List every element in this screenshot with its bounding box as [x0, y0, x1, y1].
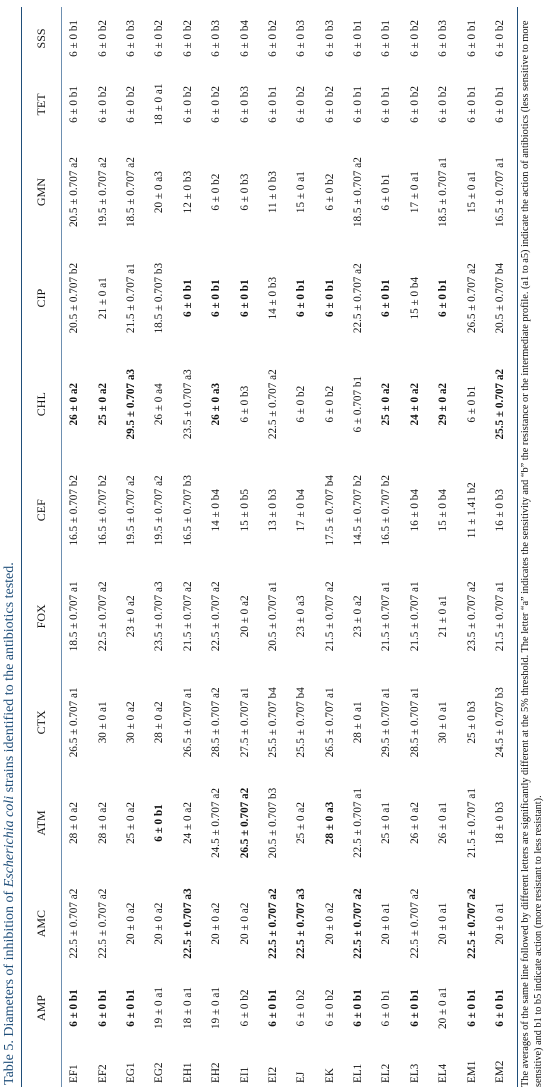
value-cell-cip: 6 ± 0 b1	[323, 279, 336, 317]
value-cell-cip: 20.5 ± 0.707 b2	[68, 262, 81, 334]
value-cell-tet: 6 ± 0 b1	[465, 86, 478, 123]
value-cell-tet: 6 ± 0 b2	[181, 86, 194, 123]
table-caption	[2, 562, 18, 1085]
strain-cell: EM1	[465, 1060, 478, 1083]
value-cell-gmn: 11 ± 0 b3	[266, 171, 279, 214]
strain-cell: EL1	[352, 1063, 365, 1083]
value-cell-fox: 20.5 ± 0.707 a1	[266, 581, 279, 652]
value-cell-cef: 16 ± 0 b3	[494, 489, 507, 532]
table-bottom-rule	[517, 7, 518, 1087]
value-cell-gmn: 18.5 ± 0.707 a2	[124, 157, 137, 228]
strain-cell: EL2	[380, 1063, 393, 1083]
value-cell-sss: 6 ± 0 b1	[380, 19, 393, 57]
value-cell-tet: 6 ± 0 b2	[295, 86, 308, 123]
value-cell-gmn: 6 ± 0 b2	[210, 173, 223, 211]
value-cell-gmn: 18.5 ± 0.707 a2	[352, 157, 365, 228]
value-cell-tet: 6 ± 0 b1	[352, 86, 365, 123]
value-cell-chl: 26 ± 0 a4	[153, 383, 166, 426]
value-cell-cef: 19.5 ± 0.707 a2	[124, 475, 137, 546]
table-body	[60, 7, 514, 1087]
value-cell-amp: 6 ± 0 b2	[295, 989, 308, 1027]
value-cell-ctx: 27.5 ± 0.707 a1	[238, 687, 251, 758]
table-row	[259, 7, 287, 1087]
value-cell-cip: 6 ± 0 b1	[380, 279, 393, 317]
inhibition-table	[23, 7, 514, 1087]
header-sss: SSS	[34, 28, 48, 49]
value-cell-cef: 16.5 ± 0.707 b2	[68, 475, 81, 546]
value-cell-chl: 6 ± 0 b1	[465, 385, 478, 423]
header-gmn: GMN	[34, 178, 48, 207]
strain-cell: EG1	[124, 1062, 137, 1083]
value-cell-gmn: 15 ± 0 a1	[465, 171, 478, 214]
value-cell-amp: 18 ± 0 a1	[181, 987, 194, 1029]
value-cell-amc: 22.5 ± 0.707 a2	[68, 888, 81, 959]
value-cell-cef: 11 ± 1.41 b2	[465, 482, 478, 539]
value-cell-sss: 6 ± 0 b1	[465, 19, 478, 57]
value-cell-ctx: 30 ± 0 a1	[96, 701, 109, 744]
value-cell-amp: 6 ± 0 b2	[323, 989, 336, 1027]
value-cell-atm: 26 ± 0 a2	[408, 802, 421, 844]
value-cell-sss: 6 ± 0 b2	[266, 19, 279, 57]
header-ctx: CTX	[34, 710, 48, 735]
header-cip: CIP	[34, 288, 48, 308]
value-cell-gmn: 15 ± 0 a1	[295, 171, 308, 214]
header-amp: AMP	[34, 995, 48, 1022]
value-cell-ctx: 26.5 ± 0.707 a1	[181, 687, 194, 758]
value-cell-ctx: 28.5 ± 0.707 a1	[408, 687, 421, 758]
value-cell-fox: 18.5 ± 0.707 a1	[68, 581, 81, 652]
header-cef: CEF	[34, 499, 48, 522]
value-cell-atm: 6 ± 0 b1	[153, 804, 166, 842]
value-cell-amp: 6 ± 0 b1	[96, 989, 109, 1027]
value-cell-gmn: 20.5 ± 0.707 a2	[68, 157, 81, 228]
value-cell-cef: 15 ± 0 b5	[238, 489, 251, 532]
value-cell-sss: 6 ± 0 b1	[68, 19, 81, 57]
value-cell-tet: 6 ± 0 b2	[437, 86, 450, 123]
value-cell-cef: 16.5 ± 0.707 b3	[181, 475, 194, 546]
value-cell-ctx: 25.5 ± 0.707 b4	[295, 687, 308, 758]
value-cell-amc: 20 ± 0 a2	[153, 902, 166, 945]
table-footnote: The averages of the same line followed by different letters are significantly different at the 5% threshold. The letter “a” indicates the sensitivity and “b” the resistance or the intermediate profile. (a1 to a5) indicate the action of antibiotics (less sensitive to more sensitive) and b1 to b5 indicate action (more resistant to less resistant).	[520, 20, 544, 1087]
value-cell-fox: 21.5 ± 0.707 a1	[408, 581, 421, 652]
strain-cell: EJ	[295, 1071, 308, 1083]
value-cell-tet: 6 ± 0 b2	[210, 86, 223, 123]
value-cell-cef: 16.5 ± 0.707 b2	[96, 475, 109, 546]
value-cell-tet: 6 ± 0 b2	[96, 86, 109, 123]
value-cell-cip: 14 ± 0 b3	[266, 276, 279, 320]
caption-text-after: strains identified to the antibiotics tested.	[2, 562, 17, 796]
value-cell-fox: 23.5 ± 0.707 a2	[465, 581, 478, 652]
table-row	[429, 7, 457, 1087]
value-cell-sss: 6 ± 0 b4	[238, 19, 251, 57]
value-cell-cip: 26.5 ± 0.707 a2	[465, 263, 478, 334]
value-cell-gmn: 18.5 ± 0.707 a1	[437, 157, 450, 228]
header-tet: TET	[34, 93, 48, 116]
value-cell-cip: 6 ± 0 b1	[181, 279, 194, 317]
value-cell-amc: 20 ± 0 a1	[437, 902, 450, 945]
value-cell-chl: 6 ± 0.707 b1	[352, 375, 365, 433]
table-row	[174, 7, 202, 1087]
value-cell-atm: 24.5 ± 0.707 a2	[210, 788, 223, 858]
table-row	[486, 7, 514, 1087]
value-cell-atm: 21.5 ± 0.707 a1	[465, 788, 478, 858]
value-cell-atm: 26.5 ± 0.707 a2	[238, 787, 251, 859]
value-cell-cef: 14.5 ± 0.707 b2	[352, 475, 365, 546]
value-cell-cef: 17.5 ± 0.707 b4	[323, 475, 336, 546]
strain-cell: EF1	[68, 1064, 81, 1083]
value-cell-fox: 23 ± 0 a2	[124, 595, 137, 638]
value-cell-atm: 18 ± 0 b3	[494, 801, 507, 845]
value-cell-tet: 6 ± 0 b2	[323, 86, 336, 123]
table-row	[202, 7, 230, 1087]
table-row	[457, 7, 485, 1087]
value-cell-atm: 25 ± 0 a1	[380, 802, 393, 844]
value-cell-amc: 22.5 ± 0.707 a2	[408, 888, 421, 959]
value-cell-cip: 20.5 ± 0.707 b4	[494, 262, 507, 334]
header-chl: CHL	[34, 392, 48, 417]
value-cell-amc: 22.5 ± 0.707 a2	[266, 888, 279, 959]
value-cell-ctx: 28.5 ± 0.707 a2	[210, 687, 223, 758]
value-cell-tet: 6 ± 0 b2	[124, 86, 137, 123]
value-cell-cef: 17 ± 0 b4	[295, 489, 308, 532]
value-cell-chl: 29 ± 0 a2	[437, 382, 450, 426]
caption-organism: Escherichia coli	[2, 795, 17, 888]
value-cell-amp: 19 ± 0 a1	[210, 987, 223, 1029]
value-cell-ctx: 30 ± 0 a2	[124, 701, 137, 744]
value-cell-amc: 20 ± 0 a1	[380, 902, 393, 945]
value-cell-ctx: 28 ± 0 a2	[153, 701, 166, 744]
value-cell-chl: 6 ± 0 b2	[295, 385, 308, 423]
value-cell-atm: 25 ± 0 a2	[124, 802, 137, 844]
value-cell-ctx: 26.5 ± 0.707 a1	[323, 687, 336, 758]
value-cell-gmn: 6 ± 0 b3	[238, 173, 251, 211]
value-cell-sss: 6 ± 0 b2	[153, 19, 166, 57]
header-amc: AMC	[34, 909, 48, 938]
table-row	[316, 7, 344, 1087]
value-cell-fox: 23 ± 0 a3	[295, 595, 308, 638]
caption-label: Table 5.	[2, 1040, 17, 1085]
value-cell-amp: 19 ± 0 a1	[153, 987, 166, 1029]
value-cell-gmn: 19.5 ± 0.707 a2	[96, 157, 109, 228]
value-cell-amc: 22.5 ± 0.707 a3	[181, 888, 194, 959]
value-cell-chl: 6 ± 0 b3	[238, 385, 251, 423]
table-row	[372, 7, 400, 1087]
value-cell-gmn: 12 ± 0 b3	[181, 170, 194, 214]
strain-cell: EI2	[266, 1066, 279, 1083]
value-cell-cip: 6 ± 0 b1	[210, 279, 223, 317]
value-cell-cip: 21.5 ± 0.707 a1	[124, 263, 137, 334]
header-atm: ATM	[34, 810, 48, 836]
value-cell-sss: 6 ± 0 b3	[323, 19, 336, 57]
value-cell-amc: 20 ± 0 a2	[238, 902, 251, 945]
value-cell-cef: 14 ± 0 b4	[210, 489, 223, 532]
table-row	[145, 7, 173, 1087]
table-header-row	[23, 7, 60, 1087]
value-cell-amc: 20 ± 0 a2	[323, 902, 336, 945]
value-cell-fox: 21.5 ± 0.707 a1	[380, 581, 393, 652]
value-cell-cip: 6 ± 0 b1	[437, 279, 450, 317]
value-cell-atm: 22.5 ± 0.707 a1	[352, 788, 365, 858]
value-cell-gmn: 20 ± 0 a3	[153, 171, 166, 214]
value-cell-tet: 6 ± 0 b1	[380, 86, 393, 123]
value-cell-chl: 25 ± 0 a2	[96, 382, 109, 426]
value-cell-ctx: 25 ± 0 b3	[465, 701, 478, 744]
value-cell-amp: 6 ± 0 b1	[465, 989, 478, 1027]
value-cell-tet: 6 ± 0 b2	[408, 86, 421, 123]
strain-cell: EL3	[408, 1063, 421, 1083]
value-cell-chl: 23.5 ± 0.707 a3	[181, 369, 194, 440]
value-cell-tet: 6 ± 0 b1	[494, 86, 507, 123]
strain-cell: EM2	[494, 1060, 507, 1083]
value-cell-ctx: 29.5 ± 0.707 a1	[380, 687, 393, 758]
value-cell-cef: 19.5 ± 0.707 a2	[153, 475, 166, 546]
value-cell-gmn: 16.5 ± 0.707 a1	[494, 157, 507, 228]
value-cell-fox: 23.5 ± 0.707 a3	[153, 581, 166, 652]
value-cell-amp: 6 ± 0 b2	[238, 989, 251, 1027]
strain-cell: EK	[323, 1068, 336, 1083]
value-cell-amc: 22.5 ± 0.707 a2	[465, 888, 478, 959]
table-row	[344, 7, 372, 1087]
caption-text-before: Diameters of inhibition of	[2, 887, 17, 1041]
value-cell-sss: 6 ± 0 b3	[124, 19, 137, 57]
value-cell-amc: 20 ± 0 a2	[124, 902, 137, 945]
value-cell-amc: 20 ± 0 a1	[494, 902, 507, 945]
value-cell-ctx: 24.5 ± 0.707 b3	[494, 687, 507, 758]
value-cell-gmn: 17 ± 0 a1	[408, 171, 421, 214]
value-cell-ctx: 26.5 ± 0.707 a1	[68, 687, 81, 758]
value-cell-fox: 21.5 ± 0.707 a2	[181, 581, 194, 652]
value-cell-amp: 6 ± 0 b1	[408, 989, 421, 1027]
value-cell-tet: 6 ± 0 b1	[266, 86, 279, 123]
table-row	[88, 7, 116, 1087]
table-row	[230, 7, 258, 1087]
value-cell-chl: 26 ± 0 a2	[68, 382, 81, 426]
value-cell-amc: 20 ± 0 a2	[210, 902, 223, 945]
table-row	[117, 7, 145, 1087]
value-cell-gmn: 6 ± 0 b2	[323, 173, 336, 211]
value-cell-gmn: 6 ± 0 b1	[380, 173, 393, 211]
strain-cell: EF2	[96, 1064, 109, 1083]
value-cell-cip: 21 ± 0 a1	[96, 277, 109, 320]
value-cell-amp: 20 ± 0 a1	[437, 987, 450, 1029]
strain-cell: EL4	[437, 1063, 450, 1083]
value-cell-sss: 6 ± 0 b1	[352, 19, 365, 57]
value-cell-fox: 20 ± 0 a2	[238, 595, 251, 638]
value-cell-sss: 6 ± 0 b2	[181, 19, 194, 57]
value-cell-atm: 24 ± 0 a2	[181, 802, 194, 844]
value-cell-cef: 15 ± 0 b4	[437, 489, 450, 532]
value-cell-sss: 6 ± 0 b2	[408, 19, 421, 57]
table-top-rule	[21, 7, 22, 1087]
table-row	[401, 7, 429, 1087]
value-cell-fox: 21 ± 0 a1	[437, 595, 450, 638]
value-cell-amp: 6 ± 0 b1	[68, 989, 81, 1027]
value-cell-chl: 25.5 ± 0.707 a2	[494, 368, 507, 440]
value-cell-amp: 6 ± 0 b1	[124, 989, 137, 1027]
value-cell-sss: 6 ± 0 b2	[96, 19, 109, 57]
value-cell-amp: 6 ± 0 b1	[352, 989, 365, 1027]
value-cell-cip: 18.5 ± 0.707 b3	[153, 262, 166, 334]
value-cell-cip: 22.5 ± 0.707 a2	[352, 263, 365, 334]
value-cell-ctx: 30 ± 0 a1	[437, 701, 450, 744]
value-cell-tet: 6 ± 0 b3	[238, 86, 251, 123]
value-cell-amc: 22.5 ± 0.707 a2	[352, 888, 365, 959]
value-cell-cef: 13 ± 0 b3	[266, 489, 279, 532]
value-cell-cip: 15 ± 0 b4	[408, 276, 421, 320]
value-cell-ctx: 25.5 ± 0.707 b4	[266, 687, 279, 758]
value-cell-chl: 22.5 ± 0.707 a2	[266, 369, 279, 440]
value-cell-amp: 6 ± 0 b1	[380, 989, 393, 1027]
strain-cell: EH2	[210, 1062, 223, 1083]
value-cell-sss: 6 ± 0 b2	[494, 19, 507, 57]
value-cell-chl: 6 ± 0 b2	[323, 385, 336, 423]
strain-cell: EI1	[238, 1066, 251, 1083]
value-cell-fox: 21.5 ± 0.707 a2	[323, 581, 336, 652]
header-fox: FOX	[34, 604, 48, 629]
table-row	[287, 7, 315, 1087]
value-cell-chl: 29.5 ± 0.707 a3	[124, 368, 137, 440]
value-cell-sss: 6 ± 0 b3	[295, 19, 308, 57]
value-cell-cef: 16 ± 0 b4	[408, 489, 421, 532]
value-cell-sss: 6 ± 0 b3	[437, 19, 450, 57]
value-cell-fox: 23 ± 0 a2	[352, 595, 365, 638]
strain-cell: EG2	[153, 1062, 166, 1083]
header-strain	[23, 1039, 60, 1087]
value-cell-amc: 22.5 ± 0.707 a3	[295, 888, 308, 959]
value-cell-tet: 6 ± 0 b1	[68, 86, 81, 123]
value-cell-ctx: 28 ± 0 a1	[352, 701, 365, 744]
value-cell-atm: 28 ± 0 a2	[96, 802, 109, 844]
strain-cell: EH1	[181, 1062, 194, 1083]
value-cell-atm: 25 ± 0 a2	[295, 802, 308, 844]
value-cell-tet: 18 ± 0 a1	[153, 83, 166, 126]
value-cell-cip: 6 ± 0 b1	[295, 279, 308, 317]
value-cell-amp: 6 ± 0 b1	[494, 989, 507, 1027]
value-cell-atm: 20.5 ± 0.707 b3	[266, 787, 279, 859]
value-cell-fox: 21.5 ± 0.707 a1	[494, 581, 507, 652]
value-cell-chl: 25 ± 0 a2	[380, 382, 393, 426]
value-cell-fox: 22.5 ± 0.707 a2	[210, 581, 223, 652]
value-cell-cef: 16.5 ± 0.707 b2	[380, 475, 393, 546]
value-cell-fox: 22.5 ± 0.707 a2	[96, 581, 109, 652]
table-row	[60, 7, 88, 1087]
value-cell-atm: 28 ± 0 a3	[323, 801, 336, 845]
value-cell-cip: 6 ± 0 b1	[238, 279, 251, 317]
value-cell-chl: 24 ± 0 a2	[408, 382, 421, 426]
value-cell-atm: 28 ± 0 a2	[68, 802, 81, 844]
value-cell-sss: 6 ± 0 b3	[210, 19, 223, 57]
value-cell-amp: 6 ± 0 b1	[266, 989, 279, 1027]
value-cell-chl: 26 ± 0 a3	[210, 382, 223, 426]
value-cell-amc: 22.5 ± 0.707 a2	[96, 888, 109, 959]
value-cell-atm: 26 ± 0 a1	[437, 802, 450, 844]
